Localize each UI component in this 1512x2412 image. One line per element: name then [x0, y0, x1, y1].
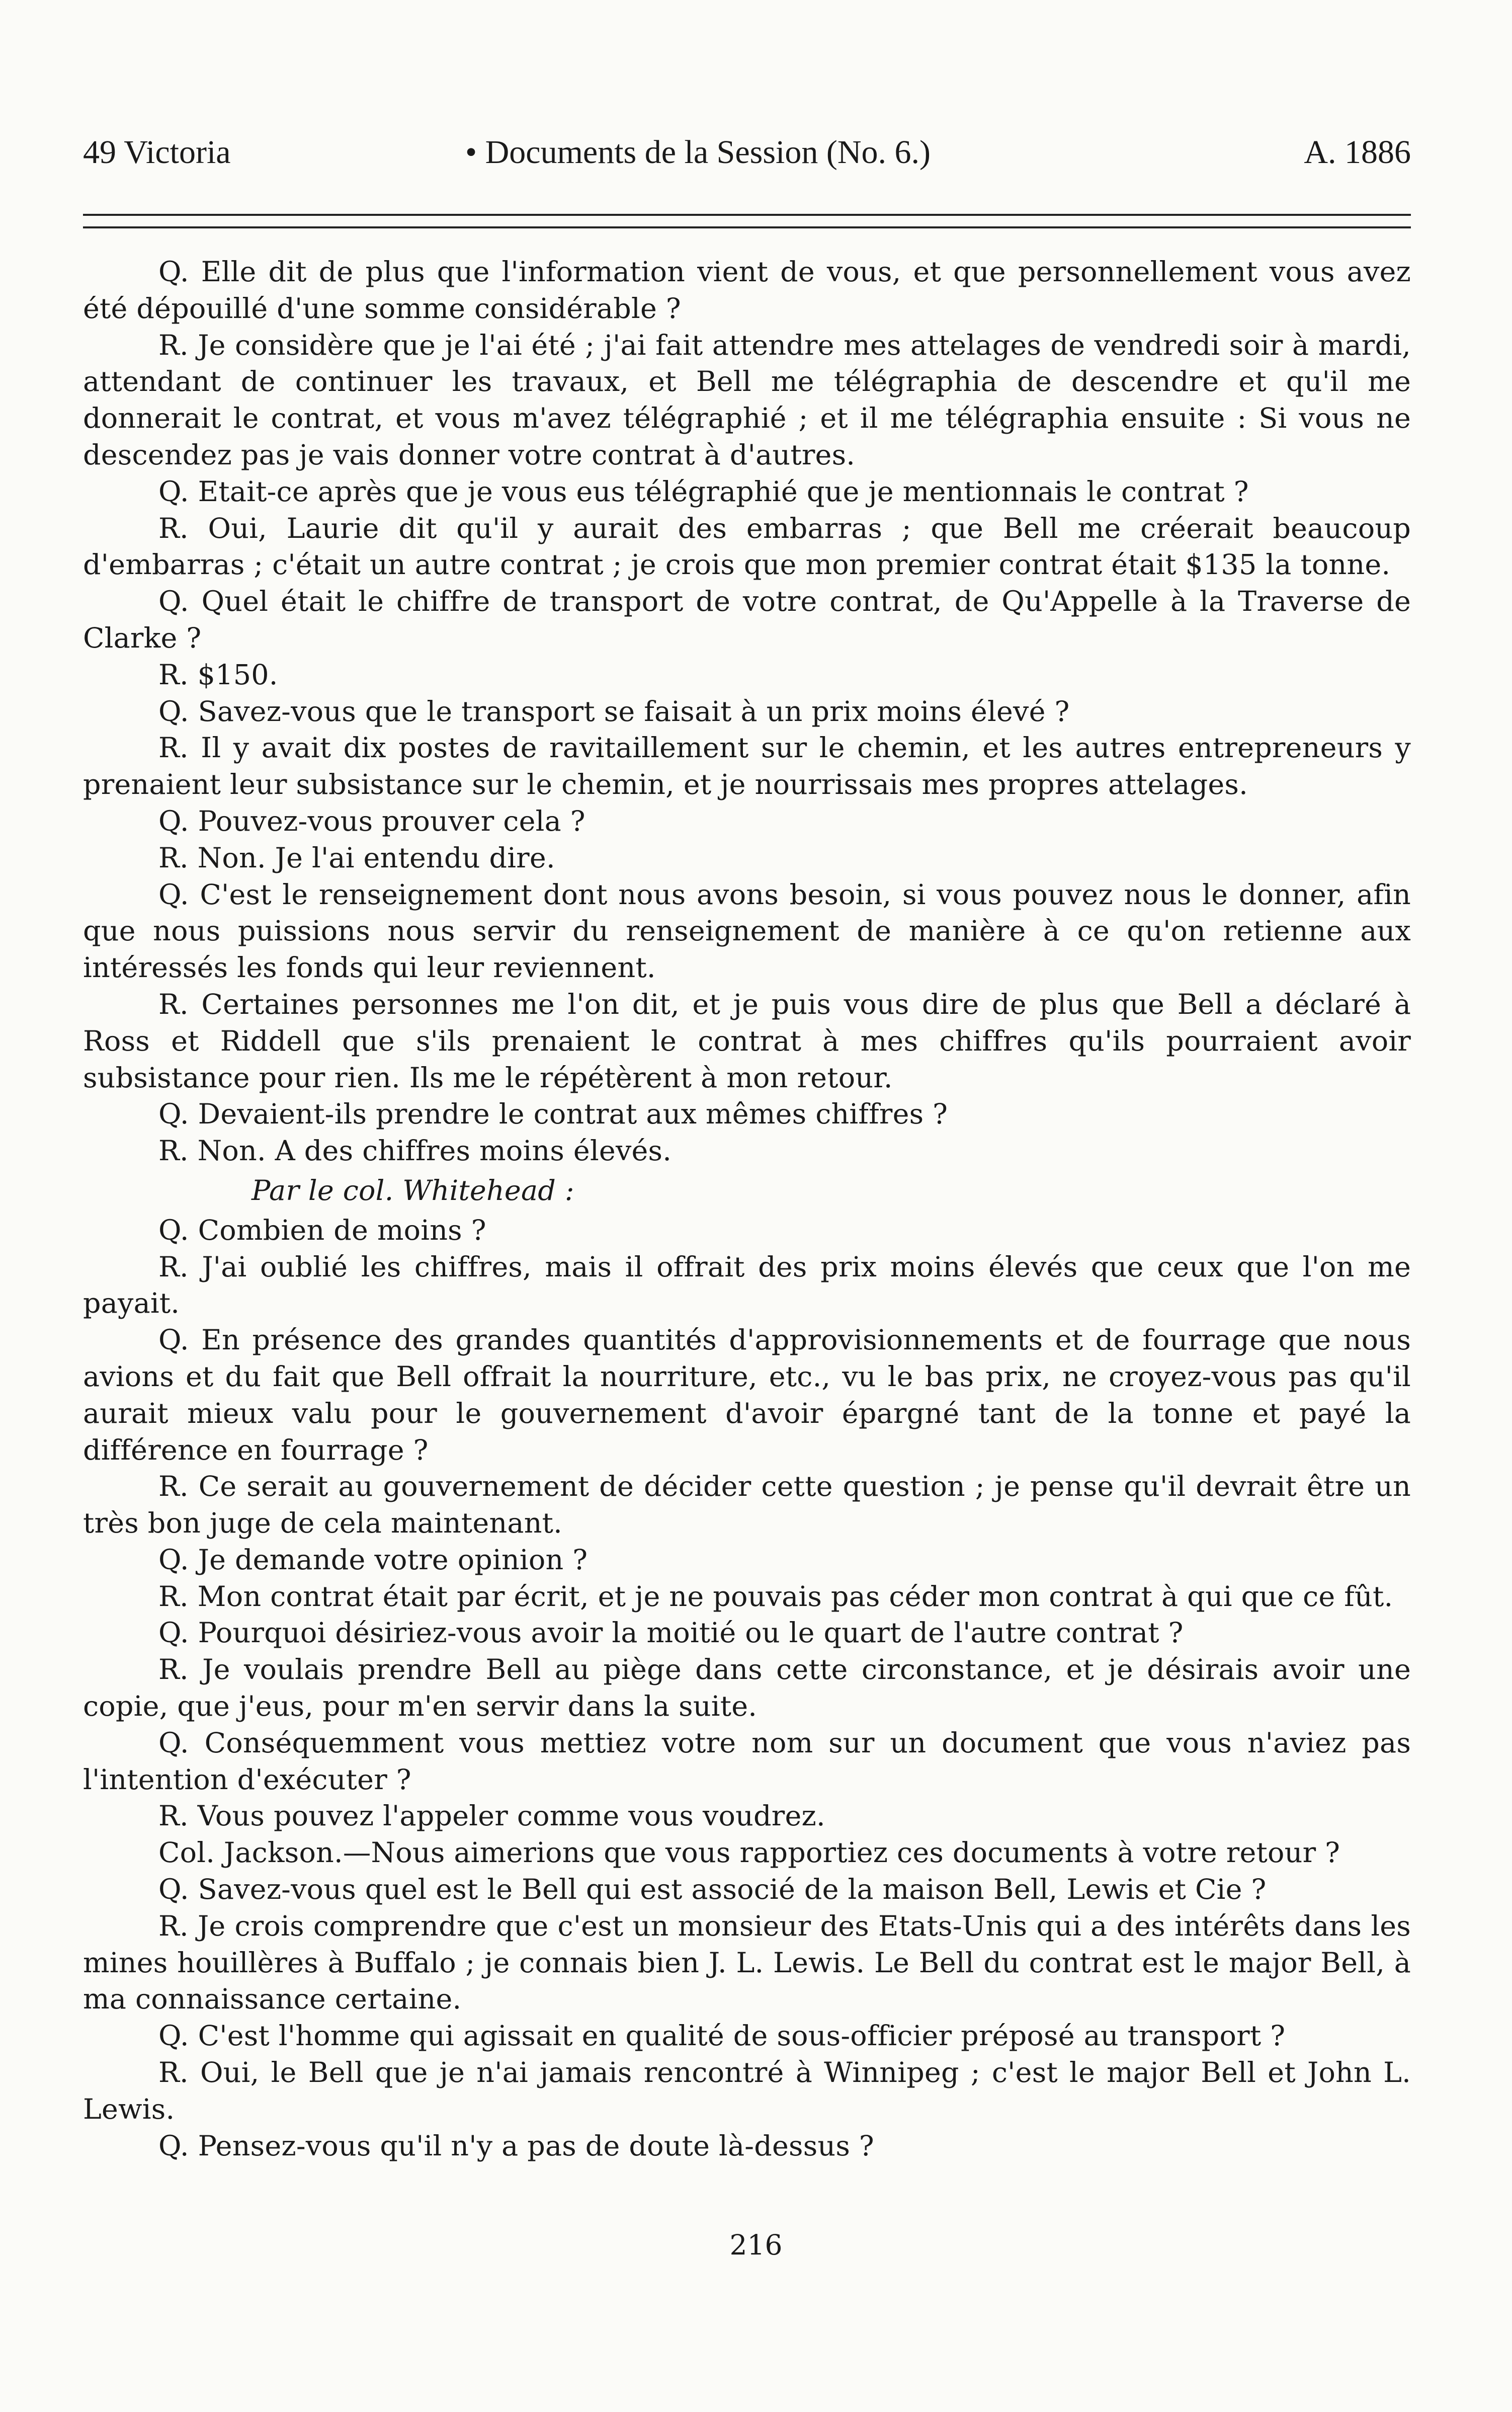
header-year: A. 1886 [1304, 134, 1411, 171]
paragraph: Q. Combien de moins ? [158, 1214, 486, 1247]
header-session-year: 49 Victoria [83, 134, 231, 171]
paragraph: R. Non. A des chiffres moins élevés. [158, 1135, 672, 1168]
paragraph: Q. Pouvez-vous prouver cela ? [158, 805, 585, 838]
paragraph: Q. C'est le renseignement dont nous avons besoin, si vous pouvez nous le donner, afin que nous puissions nous servir du renseignement de manière à ce qu'on retienne aux intéressés les fonds qui leur reviennent. [83, 878, 1411, 985]
paragraph: Q. Pensez-vous qu'il n'y a pas de doute là-dessus ? [158, 2129, 874, 2162]
speaker-caption: Par le col. Whitehead : [251, 1174, 574, 1207]
paragraph: R. Ce serait au gouvernement de décider cette question ; je pense qu'il devrait être un très bon juge de cela maintenant. [83, 1470, 1411, 1540]
paragraph: R. Je crois comprendre que c'est un monsieur des Etats-Unis qui a des intérêts dans les mines houillères à Buffalo ; je connais bien J. L. Lewis. Le Bell du contrat est le major Bell, à ma connaissance certaine. [83, 1909, 1411, 2016]
paragraph: Q. En présence des grandes quantités d'approvisionnements et de fourrage que nous avions et du fait que Bell offrait la nourriture, etc., vu le bas prix, ne croyez-vous pas qu'il aurait mieux valu pour le gouvernement d'avoir épargné tant de la tonne et payé la différence en fourrage ? [83, 1324, 1411, 1467]
paragraph: Q. Etait-ce après que je vous eus télégraphié que je mentionnais le contrat ? [158, 475, 1249, 508]
paragraph: R. Je considère que je l'ai été ; j'ai fait attendre mes attelages de vendredi soir à mardi, attendant de continuer les travaux, et Bell me télégraphia de descendre et qu'il me donnerait le contrat, et vous m'avez télégraphié ; et il me télégraphia ensuite : Si vous ne descendez pas je vais donner votre contrat à d'autres. [83, 329, 1411, 471]
paragraph: R. Il y avait dix postes de ravitaillement sur le chemin, et les autres entrepreneurs y prenaient leur subsistance sur le chemin, et je nourrissais mes propres attelages. [83, 732, 1411, 801]
paragraph: Q. Devaient-ils prendre le contrat aux mêmes chiffres ? [158, 1098, 948, 1131]
header-rule-bottom [83, 226, 1411, 228]
header-title: • Documents de la Session (No. 6.) [465, 134, 931, 171]
paragraph: Col. Jackson.—Nous aimerions que vous rapportiez ces documents à votre retour ? [158, 1836, 1340, 1870]
paragraph: R. Mon contrat était par écrit, et je ne pouvais pas céder mon contrat à qui que ce fût. [158, 1580, 1393, 1613]
paragraph: R. Oui, le Bell que je n'ai jamais rencontré à Winnipeg ; c'est le major Bell et John L. Lewis. [83, 2056, 1411, 2126]
document-body [83, 254, 1411, 2164]
page-header [83, 133, 1411, 179]
paragraph: R. Je voulais prendre Bell au piège dans cette circonstance, et je désirais avoir une copie, que j'eus, pour m'en servir dans la suite. [83, 1653, 1411, 1723]
paragraph: Q. Quel était le chiffre de transport de votre contrat, de Qu'Appelle à la Traverse de Clarke ? [83, 585, 1411, 655]
paragraph: Q. C'est l'homme qui agissait en qualité de sous-officier préposé au transport ? [158, 2020, 1286, 2053]
paragraph: Q. Elle dit de plus que l'information vient de vous, et que personnellement vous avez été dépouillé d'une somme considérable ? [83, 256, 1411, 325]
paragraph: Q. Conséquemment vous mettiez votre nom sur un document que vous n'aviez pas l'intention d'exécuter ? [83, 1726, 1411, 1796]
paragraph: R. Vous pouvez l'appeler comme vous voudrez. [158, 1800, 825, 1833]
paragraph: Q. Je demande votre opinion ? [158, 1543, 588, 1576]
paragraph: R. Non. Je l'ai entendu dire. [158, 841, 555, 874]
paragraph: Q. Savez-vous que le transport se faisait à un prix moins élevé ? [158, 695, 1070, 728]
paragraph: R. Certaines personnes me l'on dit, et je puis vous dire de plus que Bell a déclaré à Ross et Riddell que s'ils prenaient le contrat à mes chiffres qu'ils pourraient avoir subsistance pour rien. Ils me le répétèrent à mon retour. [83, 988, 1411, 1094]
paragraph: R. Oui, Laurie dit qu'il y aurait des embarras ; que Bell me créerait beaucoup d'embarras ; c'était un autre contrat ; je crois que mon premier contrat était $135 la tonne. [83, 512, 1411, 582]
page-number: 216 [729, 2229, 783, 2261]
paragraph: R. J'ai oublié les chiffres, mais il offrait des prix moins élevés que ceux que l'on me payait. [83, 1250, 1411, 1320]
header-rule-top [83, 214, 1411, 216]
paragraph: R. $150. [158, 658, 278, 691]
paragraph: Q. Savez-vous quel est le Bell qui est associé de la maison Bell, Lewis et Cie ? [158, 1873, 1267, 1906]
paragraph: Q. Pourquoi désiriez-vous avoir la moitié ou le quart de l'autre contrat ? [158, 1617, 1184, 1650]
